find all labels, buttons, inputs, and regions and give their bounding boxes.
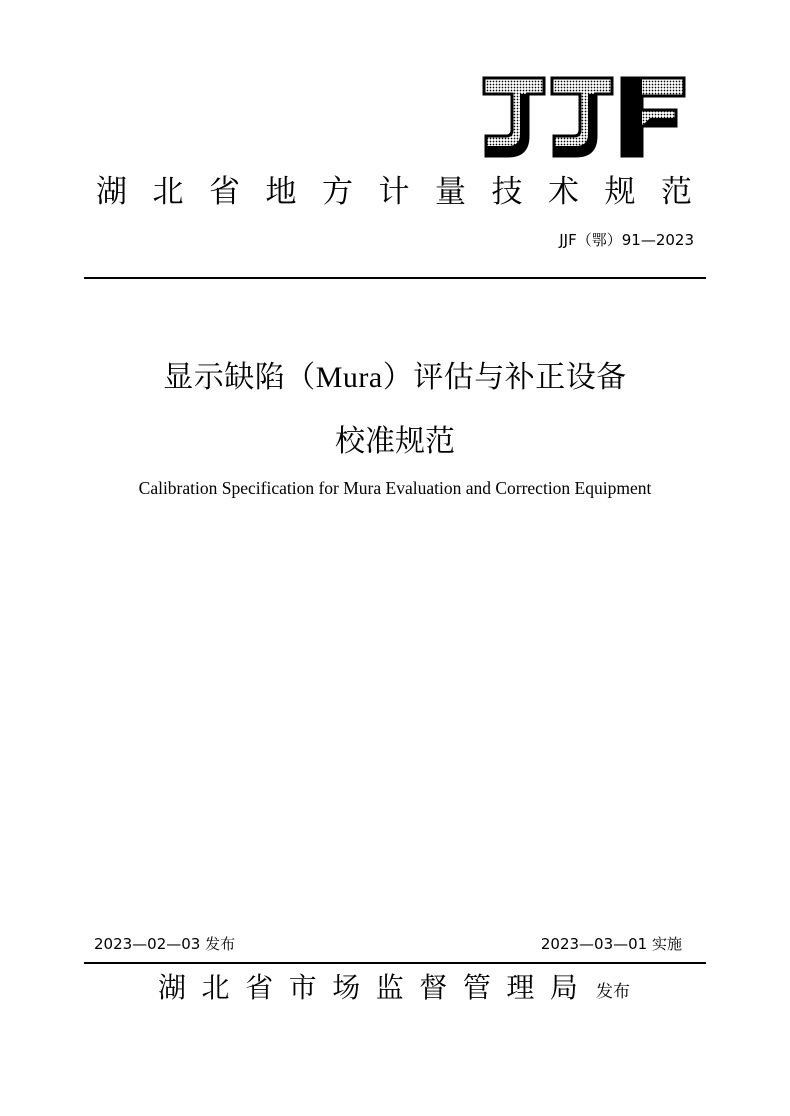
- publisher-char: 监: [375, 971, 404, 1004]
- document-title-line2: 校准规范: [335, 424, 455, 459]
- document-title-english: Calibration Specification for Mura Evaluation and Correction Equipment: [138, 478, 652, 498]
- publisher-char: 场: [332, 971, 361, 1004]
- publisher-char: 督: [419, 971, 448, 1004]
- jjf-logo: [480, 74, 686, 160]
- publisher-char: 理: [506, 971, 535, 1004]
- logo-letter-j1: [484, 78, 544, 156]
- org-char: 技: [491, 173, 523, 210]
- logo-letter-j2: [552, 78, 612, 156]
- org-char: 北: [152, 173, 184, 210]
- publisher-char: 北: [201, 971, 230, 1004]
- org-char: 范: [661, 173, 692, 210]
- org-standard-name: [96, 166, 692, 210]
- top-divider: [84, 277, 706, 279]
- publisher-char: 湖: [158, 971, 187, 1004]
- issue-date: 2023—02—03 发布: [94, 935, 236, 953]
- title-latin: Mura: [315, 361, 383, 394]
- title-pre: 显示缺陷（: [163, 360, 316, 395]
- document-code: JJF（鄂）91—2023: [559, 231, 694, 249]
- publisher-char: 局: [549, 971, 578, 1004]
- effective-date: 2023—03—01 实施: [540, 935, 682, 953]
- org-char: 地: [265, 173, 297, 210]
- publisher-char: 省: [245, 971, 274, 1004]
- publisher-row: [158, 966, 630, 1006]
- org-char: 量: [435, 173, 466, 210]
- logo-letter-f: [622, 78, 684, 156]
- org-char: 规: [604, 173, 636, 210]
- title-post: ）评估与补正设备: [382, 360, 627, 395]
- org-char: 湖: [96, 173, 127, 210]
- document-title-line1: [0, 352, 790, 396]
- bottom-divider: [84, 962, 706, 964]
- publisher-suffix: 发布: [596, 982, 630, 1002]
- publisher-char: 管: [462, 971, 491, 1004]
- org-char: 省: [209, 173, 240, 210]
- publisher-char: 市: [288, 971, 317, 1004]
- org-char: 计: [378, 173, 410, 210]
- org-char: 方: [322, 173, 353, 210]
- org-char: 术: [548, 173, 579, 210]
- publisher-name: [158, 966, 578, 1006]
